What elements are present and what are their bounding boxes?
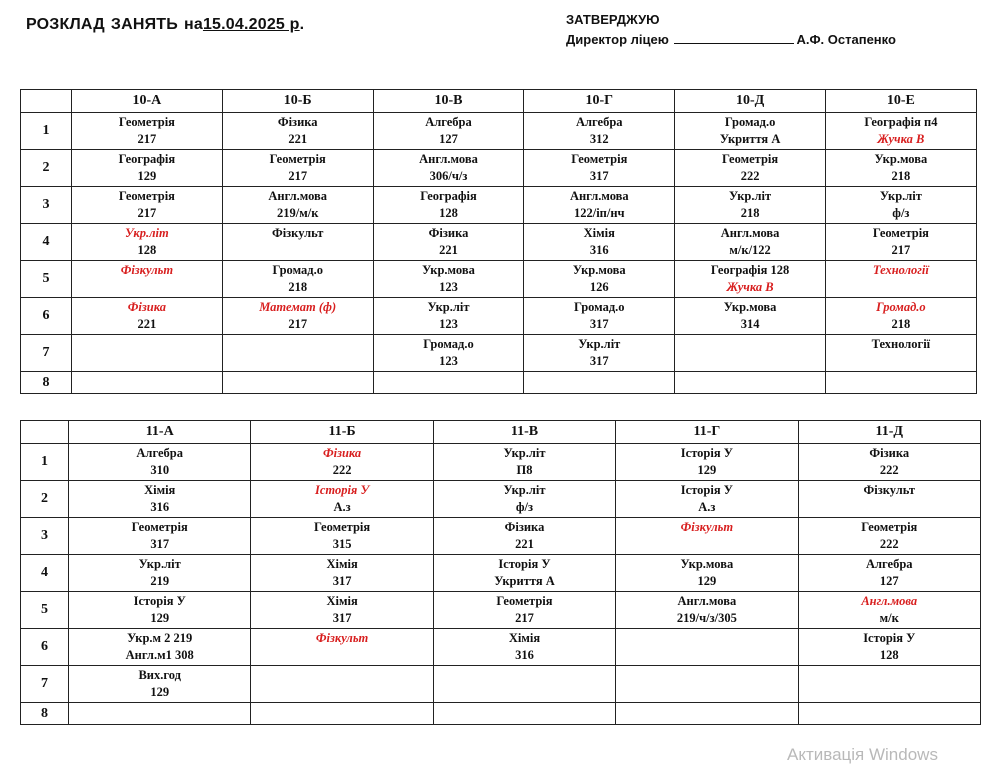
lesson-cell <box>222 224 373 261</box>
subject-name: Географія п4 <box>864 115 938 129</box>
subject-name: Укр.літ <box>503 483 546 497</box>
lesson-number: 1 <box>21 444 69 481</box>
room-detail: 127 <box>879 574 899 588</box>
room-detail: 123 <box>439 280 458 294</box>
room-detail: А.з <box>333 500 351 514</box>
subject-name: Хімія <box>326 557 358 571</box>
lesson-cell <box>825 372 976 394</box>
lesson-cell <box>825 224 976 261</box>
lesson-row <box>21 666 981 703</box>
lesson-cell <box>72 298 223 335</box>
room-detail: 310 <box>150 463 170 477</box>
lesson-cell <box>798 703 980 725</box>
lesson-cell <box>433 555 615 592</box>
subject-name: Укр.літ <box>125 226 169 240</box>
room-detail: 122/іп/нч <box>573 206 625 220</box>
subject-name: Алгебра <box>576 115 623 129</box>
lesson-cell <box>373 187 524 224</box>
lesson-cell <box>675 335 826 372</box>
subject-name: Вих.год <box>138 668 181 682</box>
room-detail: 217 <box>891 243 911 257</box>
room-detail: 128 <box>137 243 157 257</box>
room-detail: ф/з <box>515 500 534 514</box>
lesson-cell <box>251 703 433 725</box>
room-detail: 317 <box>589 317 609 331</box>
lesson-row <box>21 335 977 372</box>
lesson-cell <box>798 555 980 592</box>
lesson-cell <box>251 629 433 666</box>
lesson-number: 3 <box>21 518 69 555</box>
class-header: 10-Е <box>825 90 976 113</box>
subject-name: Укр.мова <box>874 152 928 166</box>
lesson-cell <box>373 261 524 298</box>
subject-name: Англ.мова <box>569 189 629 203</box>
lesson-cell <box>69 703 251 725</box>
lesson-row <box>21 592 981 629</box>
subject-name: Хімія <box>583 226 615 240</box>
subject-name: Геометрія <box>314 520 371 534</box>
lesson-cell <box>222 261 373 298</box>
room-detail: Жучка В <box>726 280 774 294</box>
subject-name: Англ.мова <box>720 226 780 240</box>
room-detail: 222 <box>332 463 352 477</box>
subject-name: Геометрія <box>861 520 918 534</box>
lesson-number: 3 <box>21 187 72 224</box>
lesson-cell <box>675 113 826 150</box>
room-detail: 222 <box>740 169 760 183</box>
room-detail: 127 <box>439 132 458 146</box>
subject-name: Англ.мова <box>268 189 328 203</box>
lesson-cell <box>251 481 433 518</box>
lesson-cell <box>616 481 798 518</box>
lesson-cell <box>616 592 798 629</box>
lesson-cell <box>72 224 223 261</box>
subject-name: Геометрія <box>722 152 779 166</box>
subject-name: Геометрія <box>131 520 188 534</box>
lesson-cell <box>524 224 675 261</box>
lesson-cell <box>72 113 223 150</box>
lesson-cell <box>433 518 615 555</box>
lesson-cell <box>251 592 433 629</box>
lesson-cell <box>69 666 251 703</box>
lesson-number: 6 <box>21 629 69 666</box>
lesson-cell <box>433 703 615 725</box>
subject-name: Англ.мова <box>861 594 918 608</box>
subject-name: Фізика <box>277 115 318 129</box>
subject-name: Географія <box>420 189 477 203</box>
subject-name: Громад.о <box>876 300 926 314</box>
lesson-cell <box>373 224 524 261</box>
room-detail: Укриття А <box>719 132 781 146</box>
subject-name: Укр.літ <box>879 189 922 203</box>
class-header: 11-Д <box>798 421 980 444</box>
lesson-row <box>21 261 977 298</box>
room-detail: 315 <box>332 537 352 551</box>
room-detail: 314 <box>740 317 760 331</box>
subject-name: Фізкульт <box>271 226 324 240</box>
schedule-table-grade-10 <box>20 89 977 394</box>
lesson-cell <box>222 372 373 394</box>
subject-name: Укр.мова <box>572 263 626 277</box>
subject-name: Геометрія <box>496 594 553 608</box>
subject-name: Геометрія <box>118 189 175 203</box>
class-header: 11-В <box>433 421 615 444</box>
room-detail: 129 <box>150 685 170 699</box>
subject-name: Укр.літ <box>503 446 546 460</box>
room-detail: 217 <box>515 611 534 625</box>
lesson-cell <box>222 335 373 372</box>
lesson-cell <box>373 372 524 394</box>
lesson-cell <box>72 372 223 394</box>
lesson-cell <box>825 298 976 335</box>
room-detail: 217 <box>288 169 308 183</box>
room-detail: Англ.м1 308 <box>125 648 194 662</box>
room-detail: ф/з <box>892 206 910 220</box>
lesson-number: 4 <box>21 224 72 261</box>
subject-name: Географія <box>118 152 176 166</box>
lesson-cell <box>825 335 976 372</box>
subject-name: Фізика <box>127 300 166 314</box>
class-header: 11-Г <box>616 421 798 444</box>
lesson-cell <box>616 666 798 703</box>
subject-name: Укр.мова <box>723 300 777 314</box>
subject-name: Фізика <box>504 520 545 534</box>
subject-name: Громад.о <box>423 337 474 351</box>
room-detail: 123 <box>439 354 458 368</box>
subject-name: Укр.м 2 219 <box>127 631 193 645</box>
room-detail: 129 <box>137 169 157 183</box>
lesson-row <box>21 113 977 150</box>
lesson-cell <box>72 150 223 187</box>
lesson-cell <box>616 555 798 592</box>
lesson-cell <box>524 335 675 372</box>
class-header: 10-Б <box>222 90 373 113</box>
lesson-cell <box>524 113 675 150</box>
lesson-cell <box>222 187 373 224</box>
lesson-cell <box>675 150 826 187</box>
room-detail: 222 <box>879 537 899 551</box>
room-detail: м/к <box>879 611 899 625</box>
lesson-cell <box>798 444 980 481</box>
lesson-cell <box>524 187 675 224</box>
room-detail: 128 <box>439 206 458 220</box>
room-detail: 316 <box>515 648 534 662</box>
lesson-cell <box>798 592 980 629</box>
lesson-cell <box>251 444 433 481</box>
subject-name: Хімія <box>508 631 541 645</box>
lesson-cell <box>373 113 524 150</box>
lesson-cell <box>222 150 373 187</box>
subject-name: Фізика <box>869 446 910 460</box>
subject-name: Фізика <box>322 446 362 460</box>
room-detail: 221 <box>439 243 458 257</box>
lesson-cell <box>616 629 798 666</box>
schedule-table-grade-11 <box>20 420 981 725</box>
lesson-number: 2 <box>21 150 72 187</box>
lesson-row <box>21 150 977 187</box>
lesson-cell <box>798 518 980 555</box>
lesson-cell <box>825 150 976 187</box>
room-detail: 217 <box>288 317 308 331</box>
lesson-cell <box>524 298 675 335</box>
room-detail: 218 <box>740 206 760 220</box>
lesson-row <box>21 481 981 518</box>
subject-name: Історія У <box>863 631 916 645</box>
lesson-cell <box>675 261 826 298</box>
subject-name: Громад.о <box>574 300 625 314</box>
lesson-cell <box>222 298 373 335</box>
subject-name: Історія У <box>133 594 186 608</box>
lesson-cell <box>72 261 223 298</box>
subject-name: Укр.літ <box>427 300 470 314</box>
lesson-cell <box>69 629 251 666</box>
room-detail: 126 <box>589 280 609 294</box>
room-detail: 219/ч/з/305 <box>676 611 737 625</box>
subject-name: Історія У <box>680 446 733 460</box>
lesson-number: 2 <box>21 481 69 518</box>
room-detail: 222 <box>879 463 899 477</box>
lesson-cell <box>72 335 223 372</box>
class-header: 10-Г <box>524 90 675 113</box>
lesson-cell <box>69 444 251 481</box>
subject-name: Математ (ф) <box>259 300 337 314</box>
lesson-number: 8 <box>21 372 72 394</box>
lesson-cell <box>675 372 826 394</box>
lesson-row <box>21 372 977 394</box>
lesson-cell <box>433 481 615 518</box>
lesson-cell <box>675 224 826 261</box>
subject-name: Геометрія <box>269 152 326 166</box>
room-detail: 221 <box>288 132 308 146</box>
class-header: 10-В <box>373 90 524 113</box>
lesson-cell <box>433 444 615 481</box>
room-detail: 123 <box>439 317 458 331</box>
lesson-row <box>21 555 981 592</box>
lesson-cell <box>825 261 976 298</box>
lesson-number: 8 <box>21 703 69 725</box>
class-header: 11-А <box>69 421 251 444</box>
subject-name: Фізика <box>428 226 469 240</box>
director-name: А.Ф. Остапенко <box>796 32 896 47</box>
director-line: Директор ліцею А.Ф. Остапенко <box>566 32 896 47</box>
subject-name: Хімія <box>144 483 176 497</box>
lesson-cell <box>524 372 675 394</box>
subject-name: Географія 128 <box>710 263 790 277</box>
lesson-row <box>21 444 981 481</box>
room-detail: 221 <box>137 317 157 331</box>
schedule-title: РОЗКЛАД ЗАНЯТЬ на15.04.2025 р. <box>26 16 305 33</box>
room-detail: 218 <box>288 280 308 294</box>
approve-label: ЗАТВЕРДЖУЮ <box>566 12 660 27</box>
subject-name: Фізкульт <box>315 631 369 645</box>
room-detail: П8 <box>516 463 533 477</box>
room-detail: 129 <box>697 574 717 588</box>
room-detail: 219/м/к <box>276 206 319 220</box>
lesson-row <box>21 703 981 725</box>
lesson-cell <box>433 629 615 666</box>
lesson-number: 5 <box>21 592 69 629</box>
room-detail: 317 <box>589 354 609 368</box>
lesson-number: 7 <box>21 666 69 703</box>
subject-name: Укр.літ <box>578 337 621 351</box>
subject-name: Геометрія <box>872 226 929 240</box>
class-header: 10-А <box>72 90 223 113</box>
room-detail: 316 <box>150 500 170 514</box>
lesson-cell <box>825 187 976 224</box>
room-detail: 217 <box>137 132 157 146</box>
lesson-cell <box>251 555 433 592</box>
subject-name: Укр.літ <box>729 189 772 203</box>
lesson-cell <box>825 113 976 150</box>
room-detail: 306/ч/з <box>429 169 468 183</box>
subject-name: Укр.літ <box>138 557 181 571</box>
lesson-number: 1 <box>21 113 72 150</box>
lesson-number: 5 <box>21 261 72 298</box>
class-header: 11-Б <box>251 421 433 444</box>
corner-cell <box>21 421 69 444</box>
subject-name: Фізкульт <box>120 263 174 277</box>
subject-name: Громад.о <box>724 115 776 129</box>
lesson-cell <box>798 481 980 518</box>
room-detail: А.з <box>698 500 716 514</box>
subject-name: Укр.мова <box>422 263 475 277</box>
lesson-cell <box>616 703 798 725</box>
subject-name: Алгебра <box>865 557 913 571</box>
room-detail: 312 <box>589 132 609 146</box>
room-detail: 129 <box>150 611 170 625</box>
lesson-row <box>21 224 977 261</box>
lesson-cell <box>72 187 223 224</box>
subject-name: Алгебра <box>136 446 183 460</box>
lesson-cell <box>675 187 826 224</box>
corner-cell <box>21 90 72 113</box>
lesson-cell <box>524 261 675 298</box>
lesson-cell <box>373 298 524 335</box>
subject-name: Громад.о <box>272 263 323 277</box>
lesson-cell <box>69 518 251 555</box>
subject-name: Англ.мова <box>419 152 478 166</box>
subject-name: Геометрія <box>118 115 175 129</box>
class-header: 10-Д <box>675 90 826 113</box>
lesson-row <box>21 629 981 666</box>
room-detail: 129 <box>697 463 717 477</box>
room-detail: Укриття А <box>494 574 555 588</box>
lesson-number: 6 <box>21 298 72 335</box>
class-header-row <box>21 421 981 444</box>
lesson-cell <box>433 592 615 629</box>
room-detail: 217 <box>137 206 157 220</box>
lesson-number: 4 <box>21 555 69 592</box>
lesson-cell <box>373 150 524 187</box>
room-detail: 317 <box>150 537 170 551</box>
lesson-cell <box>616 444 798 481</box>
subject-name: Англ.мова <box>677 594 737 608</box>
lesson-cell <box>69 555 251 592</box>
approval-block <box>566 10 896 50</box>
room-detail: 317 <box>332 611 352 625</box>
lesson-cell <box>524 150 675 187</box>
lesson-cell <box>373 335 524 372</box>
lesson-cell <box>433 666 615 703</box>
room-detail: 218 <box>891 169 911 183</box>
room-detail: 316 <box>589 243 609 257</box>
subject-name: Технології <box>872 263 929 277</box>
lesson-row <box>21 518 981 555</box>
lesson-cell <box>798 629 980 666</box>
subject-name: Фізкульт <box>863 483 915 497</box>
subject-name: Історія У <box>498 557 551 571</box>
class-header-row <box>21 90 977 113</box>
schedule-date: 15.04.2025 р <box>202 16 300 33</box>
room-detail: м/к/122 <box>729 243 771 257</box>
subject-name: Укр.мова <box>680 557 734 571</box>
lesson-row <box>21 298 977 335</box>
room-detail: Жучка В <box>877 132 925 146</box>
room-detail: 128 <box>879 648 899 662</box>
room-detail: 221 <box>515 537 534 551</box>
room-detail: 317 <box>332 574 352 588</box>
lesson-number: 7 <box>21 335 72 372</box>
subject-name: Технології <box>871 337 931 351</box>
lesson-row <box>21 187 977 224</box>
lesson-cell <box>616 518 798 555</box>
signature-line <box>674 31 794 44</box>
lesson-cell <box>675 298 826 335</box>
subject-name: Історія У <box>314 483 370 497</box>
lesson-cell <box>251 518 433 555</box>
room-detail: 218 <box>891 317 911 331</box>
lesson-cell <box>251 666 433 703</box>
subject-name: Хімія <box>326 594 358 608</box>
subject-name: Геометрія <box>571 152 628 166</box>
room-detail: 219 <box>150 574 170 588</box>
windows-activation-watermark: Активація Windows <box>787 745 938 764</box>
subject-name: Алгебра <box>425 115 472 129</box>
subject-name: Фізкульт <box>680 520 734 534</box>
lesson-cell <box>222 113 373 150</box>
subject-name: Історія У <box>680 483 733 497</box>
room-detail: 317 <box>589 169 609 183</box>
lesson-cell <box>69 481 251 518</box>
lesson-cell <box>69 592 251 629</box>
lesson-cell <box>798 666 980 703</box>
